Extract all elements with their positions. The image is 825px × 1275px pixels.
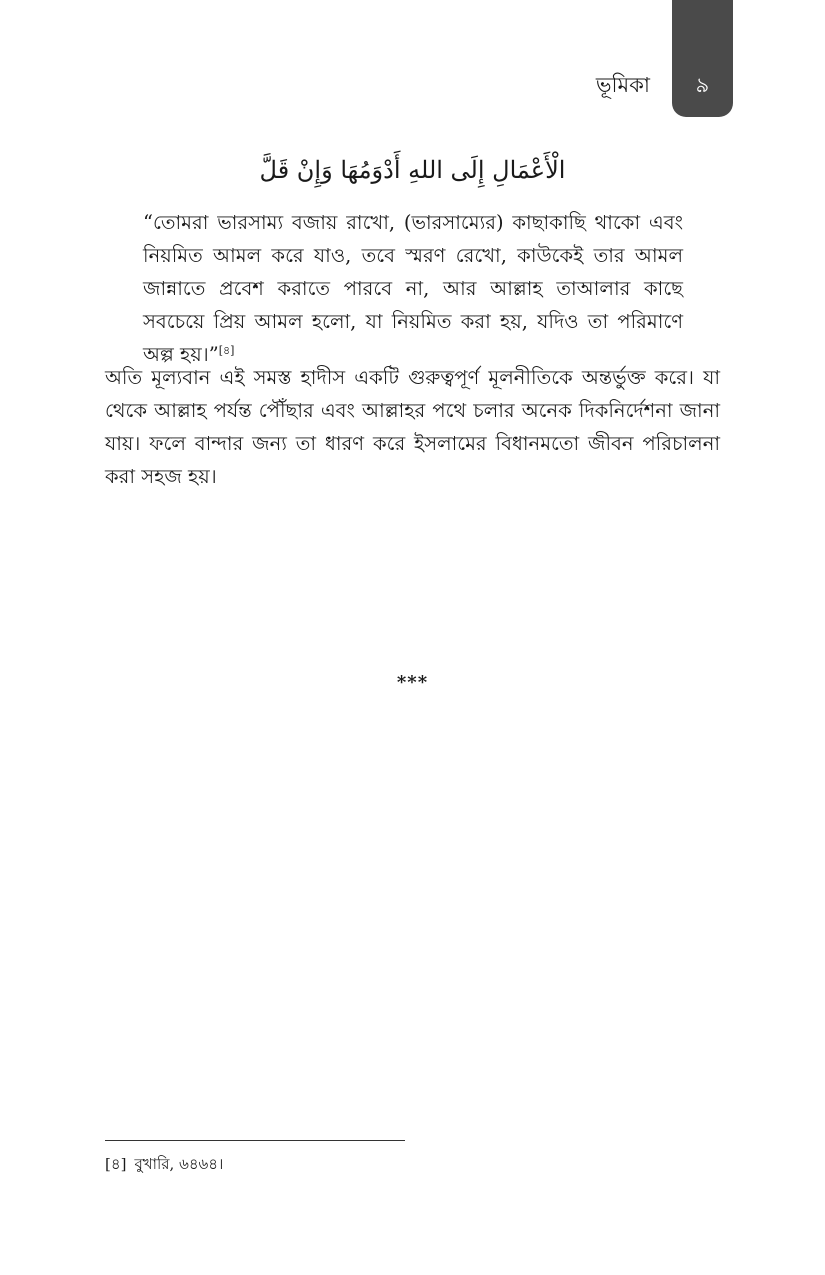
page-number-tab [672, 0, 733, 117]
hadith-translation-quote [143, 206, 683, 371]
quote-text: “তোমরা ভারসাম্য বজায় রাখো, (ভারসাম্যের) কাছাকাছি থাকো এবং নিয়মিত আমল করে যাও, তবে স্মরণ রেখো, কাউকেই তার আমল জান্নাতে প্রবেশ করাতে পারবে না, আর আল্লাহ তাআলার কাছে সবচেয়ে প্রিয় আমল হলো, যা নিয়মিত করা হয়, যদিও তা পরিমাণে অল্প হয়।” [143, 211, 683, 366]
footnote-text: বুখারি, ৬৪৬৪। [134, 1155, 224, 1173]
footnote-marker: [৪] [105, 1155, 127, 1173]
arabic-hadith-text: الْأَعْمَالِ إِلَى اللهِ أَدْوَمُهَا وَإِنْ قَلَّ [259, 156, 566, 184]
page-number: ৯ [695, 73, 710, 97]
footnote [105, 1151, 223, 1177]
running-header-section-title: ভূমিকা [595, 73, 650, 97]
body-paragraph: অতি মূল্যবান এই সমস্ত হাদীস একটি গুরুত্বপূর্ণ মূলনীতিকে অন্তর্ভুক্ত করে। যা থেকে আল্লাহ পর্যন্ত পৌঁছার এবং আল্লাহর পথে চলার অনেক দিকনির্দেশনা জানা যায়। ফলে বান্দার জন্য তা ধারণ করে ইসলামের বিধানমতো জীবন পরিচালনা করা সহজ হয়। [105, 366, 720, 488]
section-break-asterisks: *** [396, 672, 429, 693]
footnote-reference[interactable]: [৪] [218, 344, 235, 357]
footnote-divider [105, 1140, 405, 1141]
